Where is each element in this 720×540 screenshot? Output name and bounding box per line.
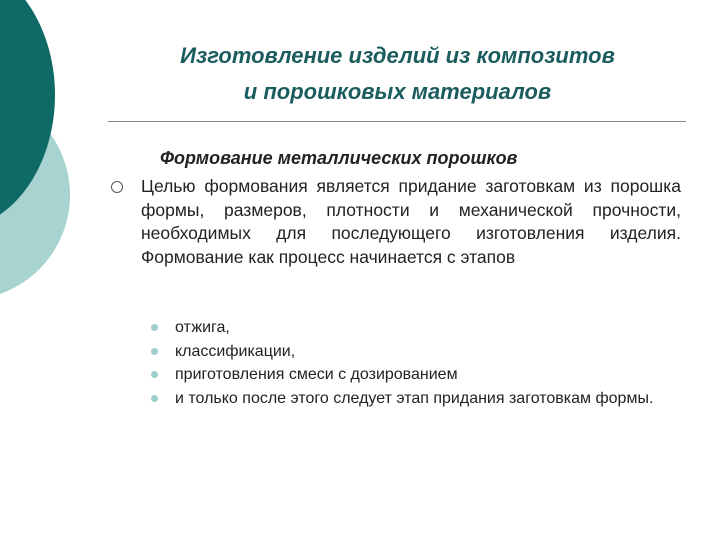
title-line-1: Изготовление изделий из композитов [180, 43, 615, 68]
slide-subtitle: Формование металлических порошков [160, 148, 518, 168]
bullet-icon [151, 371, 158, 378]
decorative-circles [0, 0, 120, 300]
list-item-text: и только после этого следует этап придания заготовкам формы. [175, 389, 654, 407]
main-paragraph: Целью формования является придание заготовкам из порошка формы, размеров, плотности и механической прочности, необходимых для последующего изготовления изделия. Формование как процесс начинается с этапов [141, 176, 681, 267]
list-item [175, 387, 695, 411]
title-divider [108, 121, 686, 122]
list-item [175, 316, 695, 340]
list-item-text: отжига, [175, 319, 230, 336]
list-item-text: приготовления смеси с дозированием [175, 366, 458, 383]
slide-title [105, 38, 690, 110]
title-line-2: и порошковых материалов [243, 79, 552, 104]
list-item [175, 340, 695, 364]
bullet-icon [151, 395, 158, 402]
paragraph-bullet-icon [111, 181, 123, 193]
list-item [175, 363, 695, 387]
bullet-icon [151, 324, 158, 331]
stages-list [175, 316, 695, 410]
bullet-icon [151, 348, 158, 355]
list-item-text: классификации, [175, 342, 296, 360]
